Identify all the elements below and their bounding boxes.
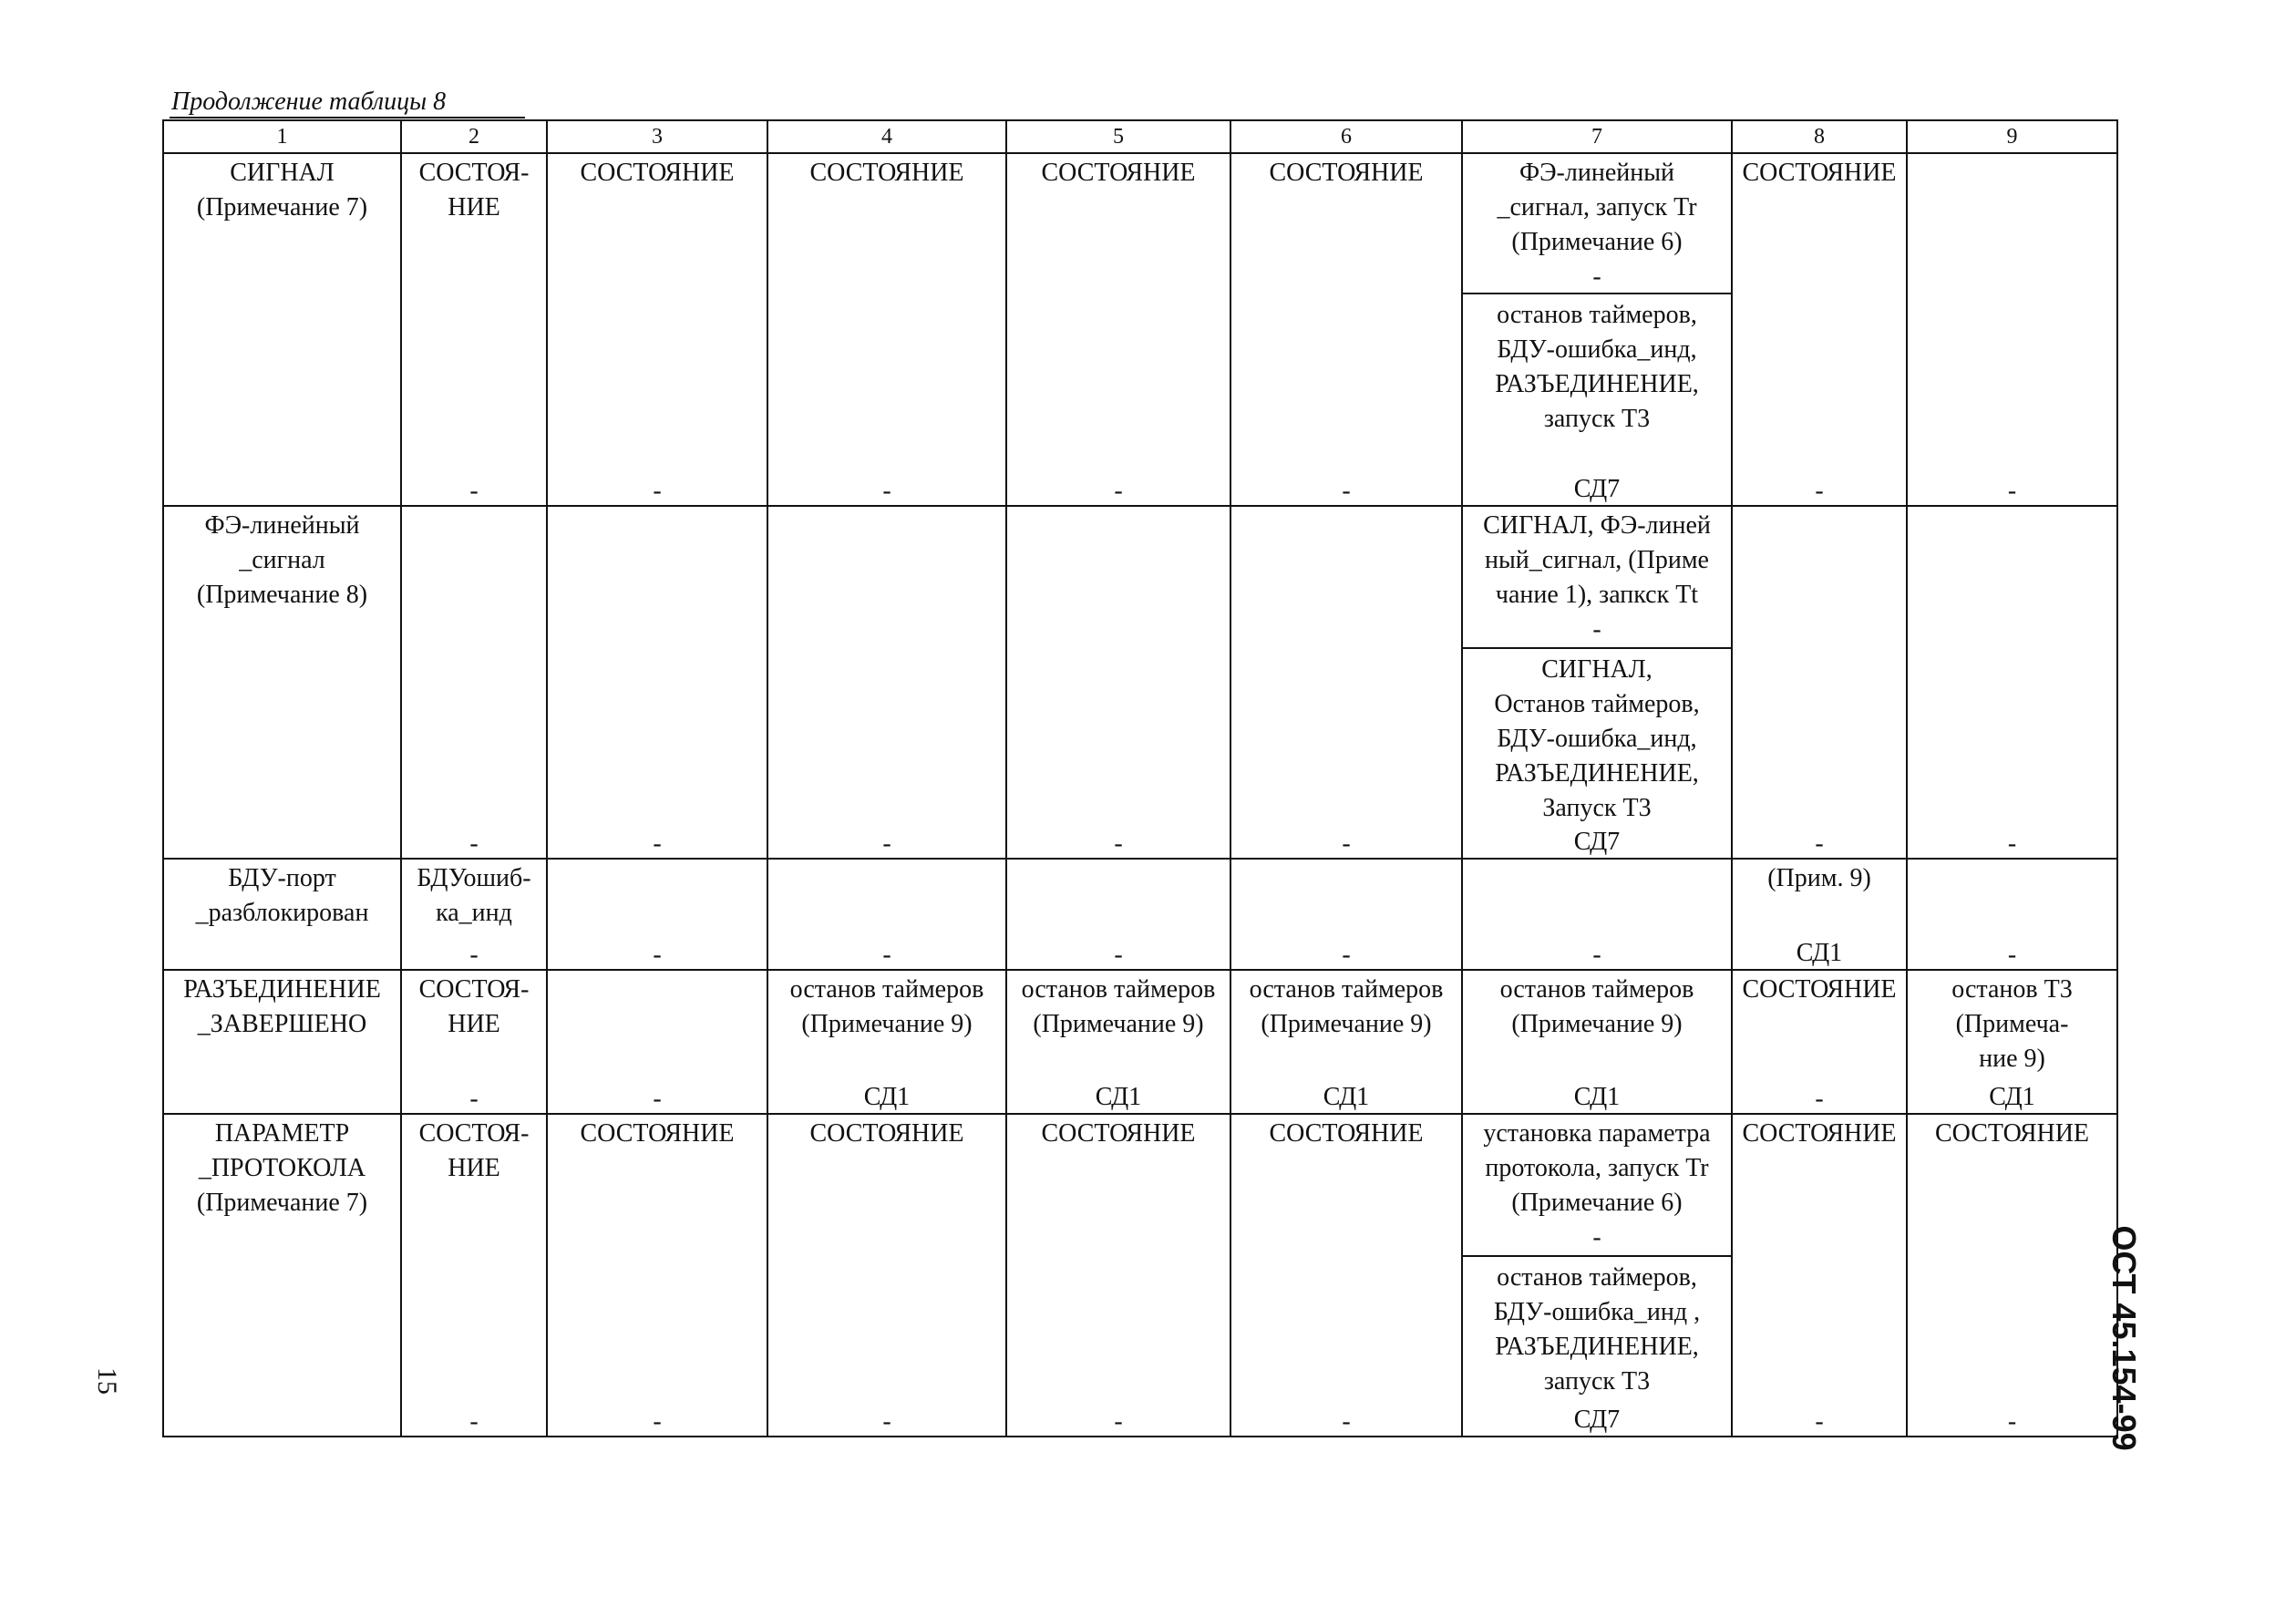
column-header: 3	[547, 120, 767, 153]
table-cell: СОСТОЯНИЕ	[1742, 1119, 1897, 1148]
table-cell: (Прим. 9)	[1767, 864, 1871, 892]
table-cell-code: СД7	[1573, 1406, 1621, 1434]
column-header: 6	[1230, 120, 1462, 153]
dash-mark: -	[653, 941, 662, 969]
dash-mark: -	[469, 829, 479, 858]
table-cell: СОСТОЯ- НИЕ	[418, 159, 530, 221]
dash-mark: -	[1815, 1085, 1824, 1113]
dash-mark: -	[2007, 829, 2017, 858]
column-header: 8	[1732, 120, 1907, 153]
table-cell: СОСТОЯНИЕ	[809, 1119, 964, 1148]
row-label: ФЭ-линейный _сигнал (Примечание 8)	[196, 511, 368, 609]
table-cell-upper: ФЭ-линейный _сигнал, запуск Tr (Примечание 6) -	[1463, 154, 1731, 294]
dash-mark: -	[1342, 941, 1351, 969]
table-cell: СОСТОЯНИЕ	[1934, 1119, 2090, 1148]
table-cell: БДУошиб- ка_инд	[417, 864, 531, 927]
dash-mark: -	[882, 1407, 891, 1436]
dash-mark: -	[469, 1407, 479, 1436]
table-cell: останов таймеров (Примечание 9)	[1021, 975, 1216, 1038]
caption-rule	[170, 117, 525, 118]
table-cell-code: СД7	[1573, 475, 1621, 503]
dash-mark: -	[882, 829, 891, 858]
table-row	[163, 153, 2117, 506]
table-cell-code: СД1	[1989, 1083, 2035, 1111]
header-row	[163, 120, 2117, 153]
dash-mark: -	[469, 1085, 479, 1113]
dash-mark: -	[469, 477, 479, 505]
dash-mark: -	[1342, 477, 1351, 505]
table-cell-code: СД7	[1573, 828, 1621, 856]
dash-mark: -	[469, 941, 479, 969]
dash-mark: -	[1114, 1407, 1123, 1436]
table-row	[163, 506, 2117, 859]
column-header: 7	[1462, 120, 1732, 153]
table-cell: СОСТОЯ- НИЕ	[418, 975, 530, 1038]
table-cell-upper: установка параметра протокола, запуск Tr (Примечание 6) -	[1463, 1115, 1731, 1257]
table-cell: СОСТОЯНИЕ	[1041, 1119, 1196, 1148]
table-cell: СОСТОЯНИЕ	[1269, 1119, 1424, 1148]
dash-mark: -	[2007, 1407, 2017, 1436]
dash-mark: -	[653, 1085, 662, 1113]
dash-mark: -	[1114, 941, 1123, 969]
dash-mark: -	[1815, 1407, 1824, 1436]
dash-mark: -	[1342, 1407, 1351, 1436]
table-cell-lower: останов таймеров, БДУ-ошибка_инд , РАЗЪЕДИНЕНИЕ, запуск T3	[1493, 1263, 1701, 1396]
dash-mark: -	[653, 477, 662, 505]
table-cell: СОСТОЯНИЕ	[1742, 159, 1897, 187]
table-cell: СОСТОЯНИЕ	[1269, 159, 1424, 187]
transition-table	[162, 119, 2118, 1437]
dash-mark: -	[1815, 477, 1824, 505]
table-cell: СОСТОЯНИЕ	[809, 159, 964, 187]
page-number	[84, 1358, 129, 1404]
dash-mark: -	[1114, 477, 1123, 505]
dash-mark: -	[882, 477, 891, 505]
document-code	[2087, 1201, 2160, 1475]
table-cell-lower: останов таймеров, БДУ-ошибка_инд, РАЗЪЕДИНЕНИЕ, запуск T3	[1495, 301, 1699, 433]
table-cell: СОСТОЯНИЕ	[1742, 975, 1897, 1004]
row-label: РАЗЪЕДИНЕНИЕ _ЗАВЕРШЕНО	[183, 975, 381, 1038]
column-header: 4	[767, 120, 1006, 153]
table-row	[163, 859, 2117, 970]
row-label: БДУ-порт _разблокирован	[195, 864, 369, 927]
table-row	[163, 1114, 2117, 1437]
dash-mark: -	[882, 941, 891, 969]
table-cell: останов таймеров (Примечание 9)	[789, 975, 984, 1038]
table-cell: СОСТОЯНИЕ	[580, 159, 735, 187]
dash-mark: -	[1114, 829, 1123, 858]
dash-mark: -	[1342, 829, 1351, 858]
table-cell-lower: СИГНАЛ, Останов таймеров, БДУ-ошибка_инд, РАЗЪЕДИНЕНИЕ, Запуск T3	[1494, 655, 1700, 822]
table-row	[163, 970, 2117, 1114]
column-header: 5	[1006, 120, 1230, 153]
dash-mark: -	[653, 829, 662, 858]
document-code-text: ОСТ 45.154-99	[2106, 1225, 2143, 1451]
dash-mark: -	[1592, 941, 1601, 969]
row-label: ПАРАМЕТР _ПРОТОКОЛА (Примечание 7)	[196, 1119, 368, 1217]
dash-mark: -	[653, 1407, 662, 1436]
row-label: СИГНАЛ (Примечание 7)	[196, 159, 368, 221]
table-cell: останов таймеров (Примечание 9)	[1499, 975, 1694, 1038]
table-cell-code: СД1	[1095, 1083, 1142, 1111]
table-cell: СОСТОЯНИЕ	[1041, 159, 1196, 187]
table-cell-code: СД1	[1796, 939, 1843, 967]
table-cell-code: СД1	[863, 1083, 911, 1111]
column-header: 9	[1907, 120, 2117, 153]
dash-mark: -	[1815, 829, 1824, 858]
column-header: 1	[163, 120, 401, 153]
table-cell-upper: СИГНАЛ, ФЭ-линей ный_сигнал, (Приме чание 1), запкск Tt -	[1463, 507, 1731, 649]
page-number-text: 15	[92, 1367, 122, 1395]
table-caption: Продолжение таблицы 8	[171, 88, 447, 116]
table-cell: останов T3 (Примеча- ние 9)	[1951, 975, 2073, 1073]
column-header: 2	[401, 120, 547, 153]
dash-mark: -	[2007, 477, 2017, 505]
table-cell: СОСТОЯНИЕ	[580, 1119, 735, 1148]
table-cell: останов таймеров (Примечание 9)	[1249, 975, 1444, 1038]
table-cell-code: СД1	[1573, 1083, 1621, 1111]
dash-mark: -	[2007, 941, 2017, 969]
table-cell-code: СД1	[1323, 1083, 1370, 1111]
table-cell: СОСТОЯ- НИЕ	[418, 1119, 530, 1182]
